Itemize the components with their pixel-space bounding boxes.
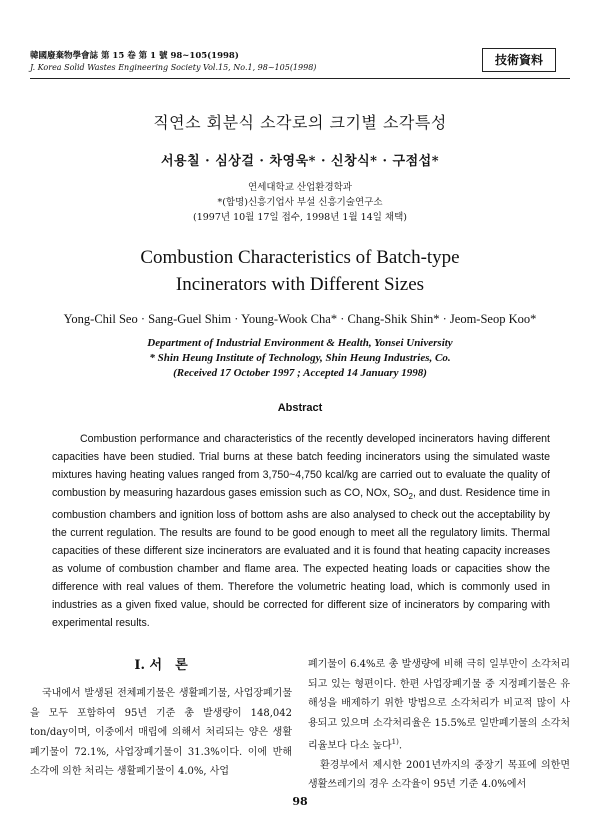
korean-authors: 서용칠 · 심상걸 · 차영욱* · 신창식* · 구점섭* (160, 154, 440, 169)
english-title-line-1: Combustion Characteristics of Batch-type (140, 247, 460, 268)
journal-header-korean: 韓國廢棄物學會誌 第 15 卷 第 1 號 98~105(1998) (30, 51, 239, 61)
english-title (0, 244, 600, 298)
korean-affiliation-2: *(합명)신흥기업사 부설 신흥기술연구소 (217, 197, 383, 208)
abstract-subscript: 2 (408, 492, 413, 502)
header-rule (30, 78, 570, 79)
korean-title: 직연소 회분식 소각로의 크기별 소각특성 (153, 113, 447, 132)
journal-header-english: J. Korea Solid Wastes Engineering Society Vol.15, No.1, 98~105(1998) (30, 63, 317, 72)
left-column-text (30, 684, 292, 782)
english-received-dates: (Received 17 October 1997 ; Accepted 14 January 1998) (173, 367, 427, 379)
right-paragraph-2: 환경부에서 제시한 2001년까지의 중장기 목표에 의한면 생활쓰레기의 경우 소각율이 95년 기준 4.0%에서 (308, 759, 570, 791)
abstract-text-1: Combustion performance and characteristics of the recently developed incinerators having different capacities have been studied. Trial burns at these batch feeding incinerators using the simulated waste mixtures having heating values ranged from 3,750~4,750 kcal/kg are carried out to evaluate the quality of combustion by measuring hazardous gases emission such as CO, NOx, SO (52, 433, 550, 499)
abstract-body (52, 430, 550, 632)
right-paragraph-1: 폐기물이 6.4%로 총 발생량에 비해 극히 일부만이 소각처리되고 있는 형편이다. 한편 사업장폐기물 중 지정폐기물은 유해성을 배제하기 위한 방법으로 소각처리가 비교적 많이 사용되고 있으며 소각처리율은 15.5%로 일반폐기물의 소각처리율보다 다소 높다$^{1)}$. (308, 659, 570, 752)
english-affiliation-1: Department of Industrial Environment & Health, Yonsei University (147, 337, 453, 349)
english-title-line-2: Incinerators with Different Sizes (175, 274, 425, 295)
abstract-heading: Abstract (277, 402, 323, 414)
korean-received-dates: (1997년 10월 17일 접수, 1998년 1월 14일 채택) (192, 212, 407, 223)
reference-superscript: 1) (391, 738, 399, 746)
english-authors: Yong-Chil Seo · Sang-Guel Shim · Young-Wook Cha* · Chang-Shik Shin* · Jeom-Seop Koo* (63, 312, 537, 326)
abstract-text-2: , and dust. Residence time in combustion chambers and ignition loss of bottom ashs are also analysed to check out the acceptability by the current regulation. The results are found to be good enough to meet all the regulatory limits. Thermal capacities of these different size incinerators are evaluated and it is found that heating capacity increases as volume of combustion chamber and flame area. The expected heating loads or capacities show the difference with real values of them. Therefore the volumetric heating load, which is commonly used in industries as a given fixed value, should be corrected for different size of incinerators by comparing with experimental results. (52, 487, 550, 630)
article-type-badge: 技術資料 (482, 48, 556, 72)
right-column-text (308, 655, 570, 795)
page-number: 98 (292, 795, 308, 808)
section-heading-introduction: Ⅰ. 서 론 (134, 658, 188, 673)
left-paragraph: 국내에서 발생된 전체폐기물은 생활폐기물, 사업장폐기물을 모두 포함하여 95년 기준 총 발생량이 148,042 ton/day이며, 이중에서 매립에 의해서 처리되는 양은 생활폐기물이 72.1%, 사업장폐기물이 31.3%이다. 이에 반해 소각에 의한 처리는 생활폐기물이 4.0%, 사업 (30, 688, 292, 777)
korean-affiliation-1: 연세대학교 산업환경학과 (248, 182, 352, 193)
english-affiliation-2: * Shin Heung Institute of Technology, Shin Heung Industries, Co. (149, 352, 451, 364)
